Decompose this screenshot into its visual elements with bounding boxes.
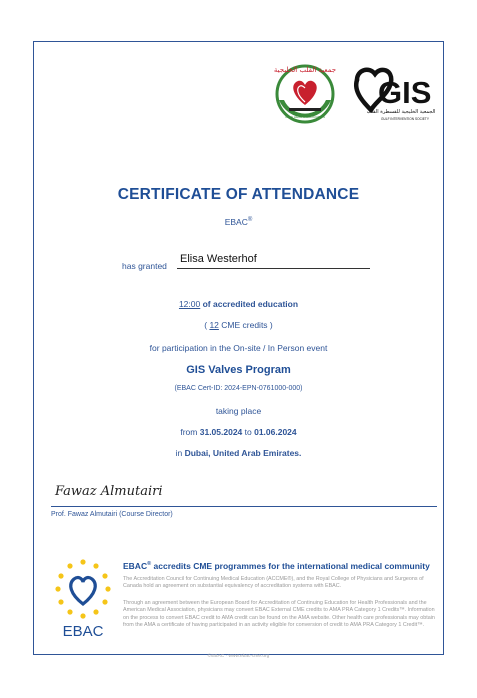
gis-heart-logo-icon: [345, 60, 449, 126]
star-ring-icon: [55, 559, 110, 618]
location-end: .: [299, 448, 302, 458]
granted-label: has granted: [122, 261, 167, 271]
ebac-heading-prefix: EBAC: [123, 561, 148, 571]
credits-text: CME credits ): [218, 320, 273, 330]
heart-icon: [71, 578, 95, 604]
hours-value: 12:00: [178, 299, 201, 309]
gha-arabic-text: جمعية القلب الخليجية: [273, 66, 337, 74]
date-from-label: from: [180, 427, 200, 437]
handwritten-signature: Fawaz Almutairi: [55, 484, 163, 499]
ebac-logo-icon: [52, 556, 114, 640]
credits-open: (: [204, 320, 210, 330]
date-to: 01.06.2024: [254, 427, 297, 437]
name-underline: [177, 268, 370, 269]
location-value: Dubai, United Arab Emirates: [184, 448, 300, 458]
footer-text: ©EBAC · www.ebac-cme.org: [207, 654, 270, 659]
ebac-heading-rest: accredits CME programmes for the international medical community: [151, 561, 430, 571]
credits-value: 12: [209, 320, 219, 330]
ebac-logo-text: EBAC: [62, 623, 104, 640]
cert-id: (EBAC Cert-ID: 2024-EPN-0761000-000): [174, 385, 303, 392]
event-location: [33, 448, 444, 458]
program-name: GIS Valves Program: [186, 364, 291, 376]
gulf-heart-association-logo-icon: [266, 60, 344, 126]
issuer-name: EBAC: [224, 217, 248, 227]
ebac-paragraph-2: Through an agreement between the European Board for Accreditation of Continuing Education for Health Professionals and the American Medical Association, physicians may convert EBAC External CME credits to AMA PRA Category 1 Credits™. Information on the process to convert EBAC credit to AMA credit can be found on the AMA website. Other health care professionals may obtain from the AMA a certificate of having participated in an activity eligible for conversion of credit to AMA PRA Category 1 Credit™.: [123, 600, 435, 629]
gis-arabic-text: الجمعية الخليجية للقسطرة القلب: [366, 109, 436, 115]
participation-text: for participation in the On-site / In Person event: [149, 343, 328, 353]
gis-subtitle-text: GULF INTERVENTION SOCIETY: [381, 117, 429, 121]
date-from: 31.05.2024: [199, 427, 243, 437]
ebac-paragraph-1: The Accreditation Council for Continuing Medical Education (ACCME®), and the Royal College of Physicians and Surgeons of Canada hold an agreement on substantial equivalency of accreditation systems with EBAC.: [123, 576, 424, 590]
issuer-mark: ®: [247, 217, 253, 224]
event-dates: [33, 427, 444, 437]
signature-line: [51, 506, 437, 507]
taking-place-text: taking place: [215, 406, 262, 416]
ebac-heading-mark: ®: [147, 561, 152, 568]
course-director: Prof. Fawaz Almutairi (Course Director): [51, 511, 173, 518]
certificate-title: CERTIFICATE OF ATTENDANCE: [117, 186, 360, 203]
gis-logo-text: GIS: [378, 75, 432, 110]
recipient-name: Elisa Westerhof: [180, 253, 257, 265]
hours-text: of accredited education: [202, 299, 299, 309]
education-hours: [33, 299, 444, 309]
ebac-heading: [123, 561, 430, 571]
cme-credits: [33, 320, 444, 330]
gha-logo-text: GULF HEART ASSOCIATION: [285, 115, 325, 119]
location-label: in: [175, 448, 185, 458]
issuer-label: [33, 217, 444, 227]
date-to-label: to: [242, 427, 255, 437]
